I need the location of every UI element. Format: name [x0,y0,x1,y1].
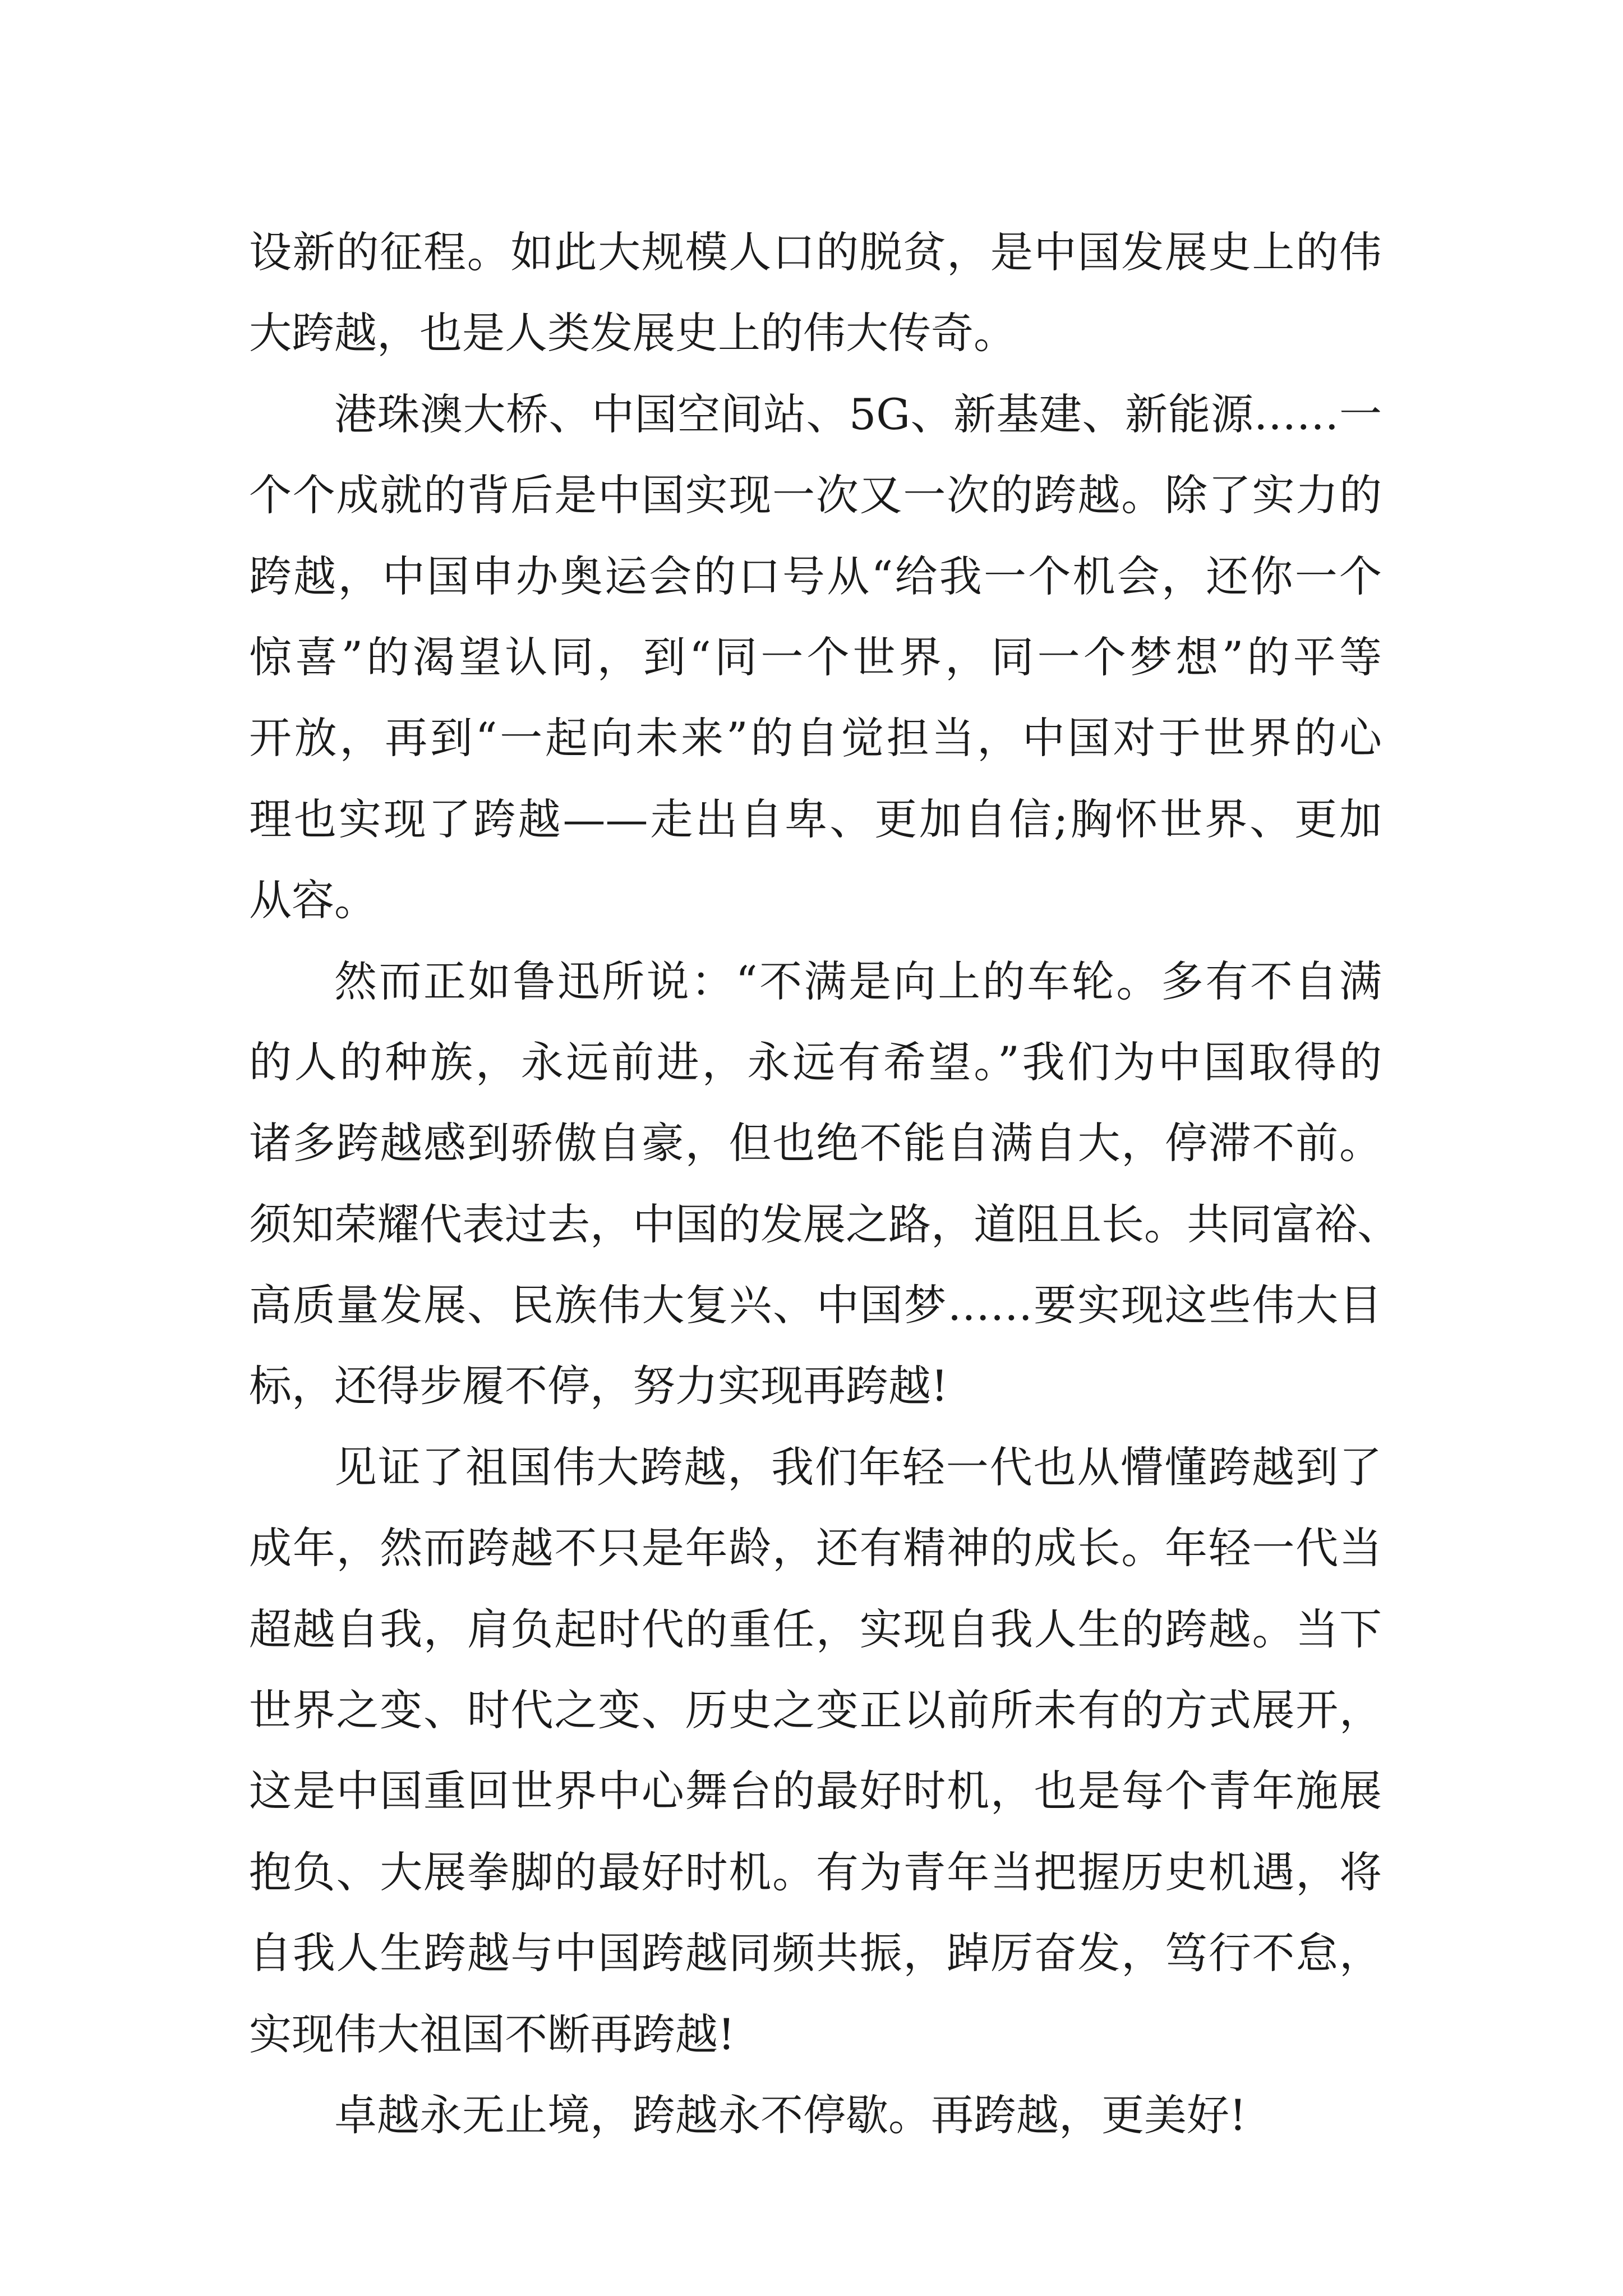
text-line: 然而正如鲁迅所说：“不满是向上的车轮。多有不自满 [334,956,1382,1006]
text-line: 大跨越，也是人类发展史上的伟大传奇。 [249,308,1016,358]
text-line: 这是中国重回世界中心舞台的最好时机，也是每个青年施展 [249,1766,1382,1816]
text-line: 高质量发展、民族伟大复兴、中国梦……要实现这些伟大目 [249,1280,1382,1331]
text-line: 港珠澳大桥、中国空间站、5G、新基建、新能源……一 [334,389,1382,439]
text-line: 惊喜”的渴望认同，到“同一个世界，同一个梦想”的平等 [249,632,1382,682]
text-line: 诸多跨越感到骄傲自豪，但也绝不能自满自大，停滞不前。 [249,1118,1382,1168]
text-line: 个个成就的背后是中国实现一次又一次的跨越。除了实力的 [249,470,1382,521]
paragraph [249,2075,1382,2156]
paragraph [249,941,1400,1427]
text-line: 设新的征程。如此大规模人口的脱贫，是中国发展史上的伟 [249,227,1382,277]
text-line: 自我人生跨越与中国跨越同频共振，踔厉奋发，笃行不怠， [249,1928,1382,1978]
text-line: 的人的种族，永远前进，永远有希望。”我们为中国取得的 [249,1037,1382,1087]
text-line: 抱负、大展拳脚的最好时机。有为青年当把握历史机遇，将 [249,1847,1382,1897]
paragraph [249,1427,1382,2075]
paragraph [249,212,1382,374]
text-line: 见证了祖国伟大跨越，我们年轻一代也从懵懂跨越到了 [334,1442,1382,1492]
text-line: 开放，再到“一起向未来”的自觉担当，中国对于世界的心 [249,713,1382,763]
text-line: 须知荣耀代表过去，中国的发展之路，道阻且长。共同富裕、 [249,1199,1400,1249]
text-line: 实现伟大祖国不断再跨越! [249,2009,735,2059]
text-line: 从容。 [249,875,377,926]
paragraph [249,374,1382,941]
text-line: 世界之变、时代之变、历史之变正以前所未有的方式展开， [249,1685,1382,1736]
text-line: 理也实现了跨越——走出自卑、更加自信;胸怀世界、更加 [249,794,1382,844]
text-line: 超越自我，肩负起时代的重任，实现自我人生的跨越。当下 [249,1604,1382,1654]
text-line: 卓越永无止境，跨越永不停歇。再跨越，更美好! [334,2090,1247,2140]
document-body [249,212,1400,2156]
text-line: 跨越，中国申办奥运会的口号从“给我一个机会，还你一个 [249,551,1382,601]
text-line: 成年，然而跨越不只是年龄，还有精神的成长。年轻一代当 [249,1523,1382,1573]
text-line: 标，还得步履不停，努力实现再跨越! [249,1361,948,1411]
